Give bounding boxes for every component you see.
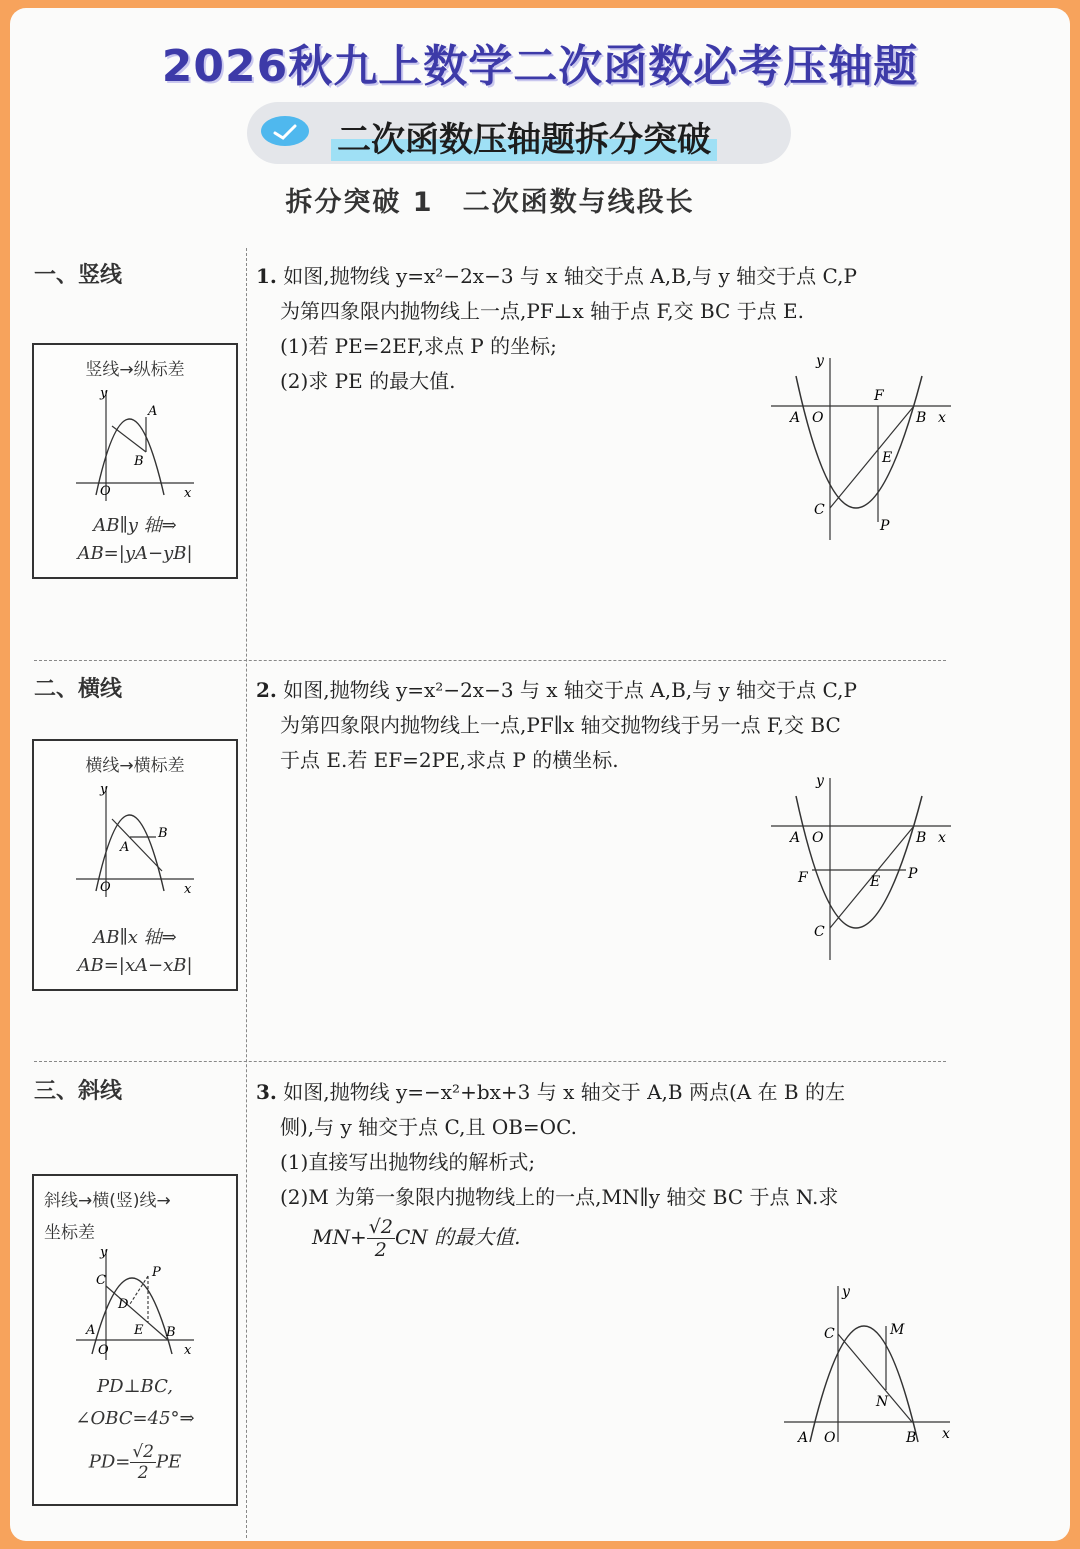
worksheet-page bbox=[10, 8, 1070, 1541]
label-A: A bbox=[798, 1430, 809, 1446]
problem-text-line: 为第四象限内抛物线上一点,PF⊥x 轴于点 F,交 BC 于点 E. bbox=[280, 299, 805, 323]
row-divider-1 bbox=[34, 660, 946, 661]
label-O: O bbox=[824, 1430, 836, 1446]
problem-3-figure bbox=[780, 1282, 970, 1452]
column-divider bbox=[246, 248, 247, 1538]
tip-box-figure bbox=[34, 1242, 236, 1372]
problem-text-line: 侧),与 y 轴交于点 C,且 OB=OC. bbox=[280, 1115, 578, 1139]
label-O: O bbox=[100, 484, 111, 499]
label-O: O bbox=[812, 410, 824, 426]
problem-text-line: 如图,抛物线 y=−x²+bx+3 与 x 轴交于 A,B 两点(A 在 B 的左 bbox=[283, 1080, 845, 1104]
fraction-numerator: √2 bbox=[368, 1216, 393, 1238]
problem-text-line: (1)若 PE=2EF,求点 P 的坐标; bbox=[280, 334, 557, 358]
label-y: y bbox=[100, 1245, 108, 1260]
label-y: y bbox=[816, 353, 824, 369]
tip-box-line-1: AB∥y 轴⇒ bbox=[93, 515, 177, 536]
label-P: P bbox=[880, 518, 890, 534]
label-A: A bbox=[790, 410, 801, 426]
label-N: N bbox=[876, 1394, 889, 1410]
problem-text-line: 如图,抛物线 y=x²−2x−3 与 x 轴交于点 A,B,与 y 轴交于点 C,P bbox=[283, 678, 857, 702]
label-y: y bbox=[816, 773, 824, 789]
tip-box-title-2: 坐标差 bbox=[44, 1223, 95, 1243]
problem-text-line: (2)M 为第一象限内抛物线上的一点,MN∥y 轴交 BC 于点 N.求 bbox=[280, 1185, 839, 1209]
label-P: P bbox=[152, 1265, 161, 1280]
fraction-sqrt2-over-2 bbox=[367, 1216, 395, 1261]
label-x: x bbox=[184, 1343, 192, 1358]
label-y: y bbox=[842, 1284, 850, 1300]
problem-1-figure bbox=[766, 350, 966, 550]
row-divider-2 bbox=[34, 1061, 946, 1062]
formula-left: PD= bbox=[88, 1451, 131, 1473]
section-heading-oblique: 三、斜线 bbox=[34, 1079, 123, 1104]
formula-right: PE bbox=[156, 1451, 182, 1473]
section-heading-vertical: 一、竖线 bbox=[34, 263, 123, 288]
label-O: O bbox=[100, 880, 111, 895]
problem-number: 2. bbox=[256, 678, 277, 702]
label-F: F bbox=[798, 870, 808, 886]
label-D: D bbox=[118, 1297, 129, 1312]
label-P: P bbox=[908, 866, 918, 882]
label-C: C bbox=[814, 502, 825, 518]
topic-banner-title: 二次函数压轴题拆分突破 bbox=[331, 112, 717, 161]
label-A: A bbox=[120, 840, 130, 855]
tip-box-title: 横线→横标差 bbox=[85, 756, 185, 776]
label-B: B bbox=[916, 410, 927, 426]
tip-box-line-2: AB=|yA−yB| bbox=[77, 543, 193, 564]
problem-number: 1. bbox=[256, 264, 277, 288]
tip-box-line-2: AB=|xA−xB| bbox=[77, 955, 193, 976]
problem-2-figure bbox=[766, 770, 966, 970]
label-E: E bbox=[134, 1323, 144, 1338]
problem-number: 3. bbox=[256, 1080, 277, 1104]
tip-box-horizontal bbox=[32, 739, 238, 991]
tip-box-line-3 bbox=[34, 1442, 236, 1483]
formula-right: CN 的最大值. bbox=[394, 1225, 521, 1249]
label-A: A bbox=[86, 1323, 96, 1338]
problem-text-line: 为第四象限内抛物线上一点,PF∥x 轴交抛物线于另一点 F,交 BC bbox=[280, 713, 841, 737]
label-O: O bbox=[812, 830, 824, 846]
fraction-denominator: 2 bbox=[374, 1239, 387, 1261]
label-A: A bbox=[790, 830, 801, 846]
label-C: C bbox=[824, 1326, 835, 1342]
tip-box-figure bbox=[34, 383, 236, 503]
tip-box-oblique bbox=[32, 1174, 238, 1506]
label-x: x bbox=[938, 410, 946, 426]
problem-3 bbox=[256, 1076, 946, 1276]
label-B: B bbox=[166, 1325, 176, 1340]
problem-text-line: (1)直接写出抛物线的解析式; bbox=[280, 1150, 536, 1174]
label-F: F bbox=[874, 388, 884, 404]
fraction-numerator: √2 bbox=[132, 1442, 154, 1462]
pencil-icon bbox=[261, 116, 309, 146]
tip-box-line-2: ∠OBC=45°⇒ bbox=[75, 1408, 195, 1429]
label-M: M bbox=[890, 1322, 905, 1338]
fraction-sqrt2-over-2 bbox=[130, 1442, 156, 1483]
fraction-denominator: 2 bbox=[137, 1463, 149, 1483]
tip-box-line-1: PD⊥BC, bbox=[97, 1376, 173, 1397]
section-subtitle: 拆分突破 1 二次函数与线段长 bbox=[285, 187, 695, 218]
label-O: O bbox=[98, 1343, 109, 1358]
label-B: B bbox=[134, 454, 144, 469]
tip-box-title: 斜线→横(竖)线→ bbox=[44, 1191, 171, 1211]
problem-text-line-formula bbox=[312, 1216, 520, 1261]
problem-text-line: 如图,抛物线 y=x²−2x−3 与 x 轴交于点 A,B,与 y 轴交于点 C,P bbox=[283, 264, 857, 288]
label-B: B bbox=[158, 826, 168, 841]
topic-banner bbox=[247, 102, 791, 164]
formula-left: MN+ bbox=[312, 1225, 367, 1249]
label-x: x bbox=[942, 1426, 950, 1442]
label-E: E bbox=[882, 450, 893, 466]
main-title: 2026秋九上数学二次函数必考压轴题 bbox=[161, 41, 919, 92]
label-B: B bbox=[916, 830, 927, 846]
section-heading-horizontal: 二、横线 bbox=[34, 677, 123, 702]
label-y: y bbox=[100, 782, 108, 797]
problem-text-line: (2)求 PE 的最大值. bbox=[280, 369, 456, 393]
label-B: B bbox=[906, 1430, 917, 1446]
label-x: x bbox=[184, 882, 192, 897]
tip-box-figure bbox=[34, 779, 236, 899]
tip-box-vertical bbox=[32, 343, 238, 579]
label-x: x bbox=[184, 486, 192, 501]
problem-text-line: 于点 E.若 EF=2PE,求点 P 的横坐标. bbox=[280, 748, 619, 772]
tip-box-line-1: AB∥x 轴⇒ bbox=[93, 927, 177, 948]
label-y: y bbox=[100, 386, 108, 401]
label-C: C bbox=[96, 1273, 106, 1288]
label-C: C bbox=[814, 924, 825, 940]
label-x: x bbox=[938, 830, 946, 846]
label-A: A bbox=[148, 404, 158, 419]
label-E: E bbox=[870, 874, 881, 890]
tip-box-title: 竖线→纵标差 bbox=[85, 360, 185, 380]
